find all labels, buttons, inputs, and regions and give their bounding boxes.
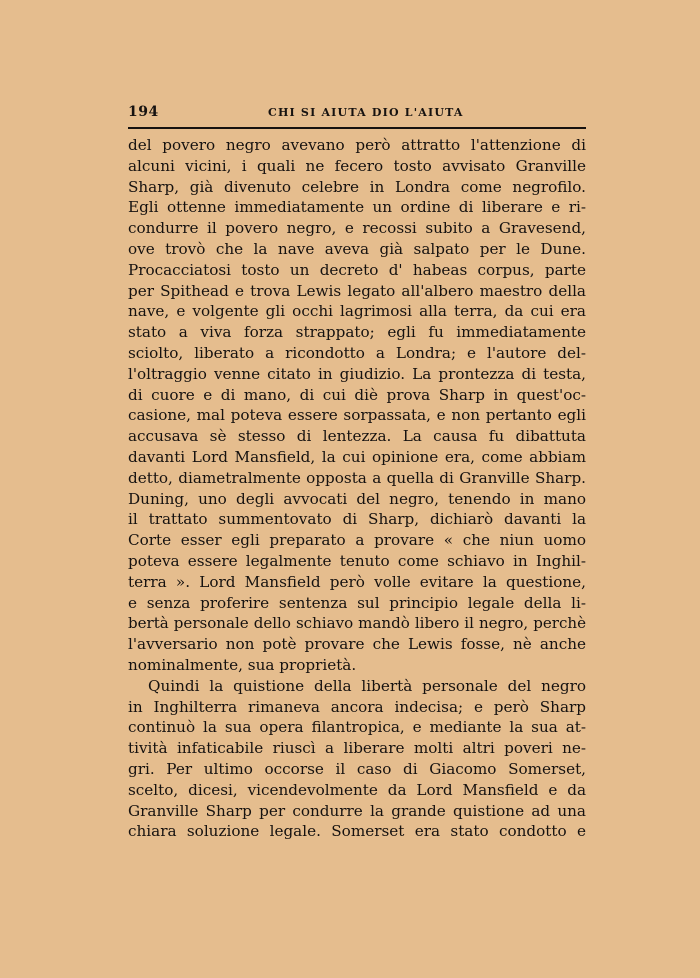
text-line: continuò la sua opera filantropica, e mediante la sua at- bbox=[128, 718, 586, 737]
page-header bbox=[128, 104, 586, 124]
text-line: gri. Per ultimo occorse il caso di Giacomo Somerset, bbox=[128, 759, 586, 778]
text-line: tività infaticabile riuscì a liberare molti altri poveri ne- bbox=[128, 739, 586, 758]
text-line: alcuni vicini, i quali ne fecero tosto avvisato Granville bbox=[128, 156, 586, 175]
text-line: Procacciatosi tosto un decreto d' habeas corpus, parte bbox=[128, 260, 586, 279]
text-line: Sharp, già divenuto celebre in Londra come negrofilo. bbox=[128, 177, 586, 196]
text-line: scelto, dicesi, vicendevolmente da Lord Mansfield e da bbox=[128, 780, 586, 799]
text-line: nominalmente, sua proprietà. bbox=[128, 655, 357, 674]
text-line: Egli ottenne immediatamente un ordine di liberare e ri- bbox=[128, 198, 586, 217]
text-line: chiara soluzione legale. Somerset era stato condotto e bbox=[128, 822, 586, 841]
text-line: di cuore e di mano, di cui diè prova Sharp in quest'oc- bbox=[128, 385, 586, 404]
text-line: l'oltraggio venne citato in giudizio. La prontezza di testa, bbox=[128, 364, 586, 383]
text-line: Granville Sharp per condurre la grande quistione ad una bbox=[128, 801, 586, 820]
text-line: del povero negro avevano però attratto l'attenzione di bbox=[128, 136, 586, 154]
text-line: condurre il povero negro, e recossi subito a Gravesend, bbox=[128, 219, 586, 238]
text-line: nave, e volgente gli occhi lagrimosi alla terra, da cui era bbox=[128, 302, 586, 321]
text-line: in Inghilterra rimaneva ancora indecisa; e però Sharp bbox=[128, 697, 586, 716]
text-line: accusava sè stesso di lentezza. La causa fu dibattuta bbox=[128, 427, 586, 446]
text-line: Duning, uno degli avvocati del negro, tenendo in mano bbox=[128, 489, 586, 508]
paragraph-1 bbox=[128, 135, 586, 676]
body-text bbox=[128, 135, 586, 842]
text-line: bertà personale dello schiavo mandò libero il negro, perchè bbox=[128, 614, 586, 633]
text-line: per Spithead e trova Lewis legato all'albero maestro della bbox=[128, 281, 586, 300]
text-line: Quindi la quistione della libertà personale del negro bbox=[148, 676, 586, 695]
text-line: stato a viva forza strappato; egli fu immediatamente bbox=[128, 323, 586, 342]
paragraph-2 bbox=[128, 676, 586, 842]
text-line: ove trovò che la nave aveva già salpato per le Dune. bbox=[128, 239, 586, 258]
text-line: casione, mal poteva essere sorpassata, e non pertanto egli bbox=[128, 406, 586, 425]
header-rule bbox=[128, 127, 586, 129]
text-line: poteva essere legalmente tenuto come schiavo in Inghil- bbox=[128, 551, 586, 570]
text-line: il trattato summentovato di Sharp, dichiarò davanti la bbox=[128, 510, 586, 529]
text-line: Corte esser egli preparato a provare « che niun uomo bbox=[128, 531, 586, 550]
text-line: e senza proferire sentenza sul principio legale della li- bbox=[128, 593, 586, 612]
text-line: l'avversario non potè provare che Lewis fosse, nè anche bbox=[128, 635, 586, 654]
page-number: 194 bbox=[128, 104, 159, 120]
text-line: sciolto, liberato a ricondotto a Londra; e l'autore del- bbox=[128, 343, 586, 362]
text-line: detto, diametralmente opposta a quella di Granville Sharp. bbox=[128, 468, 586, 487]
running-title: CHI SI AIUTA DIO L'AIUTA bbox=[268, 106, 464, 119]
text-line: davanti Lord Mansfield, la cui opinione era, come abbiam bbox=[128, 447, 586, 466]
text-line: terra ». Lord Mansfield però volle evitare la questione, bbox=[128, 572, 586, 591]
